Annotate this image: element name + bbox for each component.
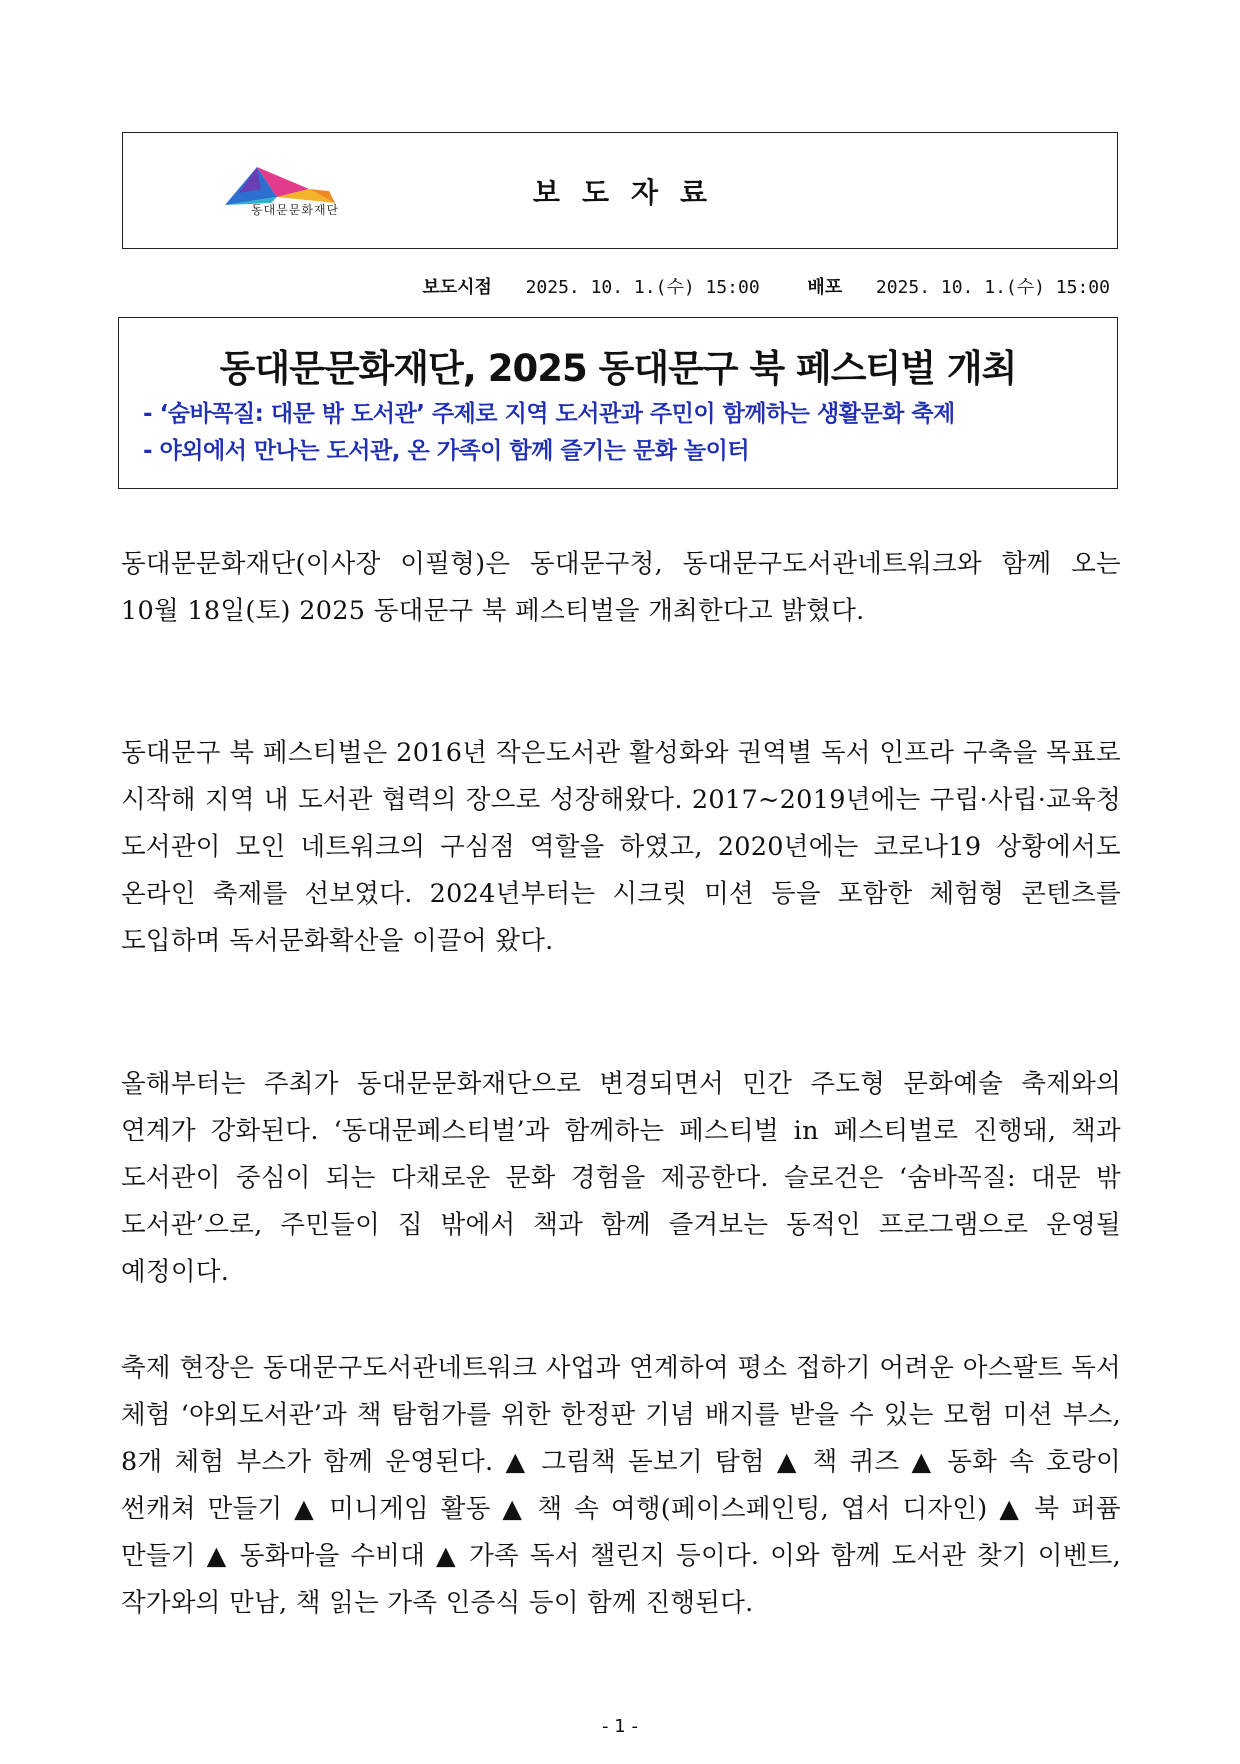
body-paragraph-4: 축제 현장은 동대문구도서관네트워크 사업과 연계하여 평소 접하기 어려운 아스팔트 독서 체험 ‘야외도서관’과 책 탐험가를 위한 한정판 기념 배지를 받을 수 있는 모험 미션 부스, 8개 체험 부스가 함께 운영된다. ▲ 그림책 돋보기 탐험 ▲ 책 퀴즈 ▲ 동화 속 호랑이 썬캐쳐 만들기 ▲ 미니게임 활동 ▲ 책 속 여행(페이스페인팅, 엽서 디자인) ▲ 북 퍼퓸 만들기 ▲ 동화마을 수비대 ▲ 가족 독서 챌린지 등이다. 이와 함께 도서관 찾기 이벤트, 작가와의 만남, 책 읽는 가족 인증식 등이 함께 진행된다. (121, 1353, 1121, 1618)
release-time-value: 2025. 10. 1.(수) 15:00 (525, 277, 760, 298)
distribution-label: 배포 (807, 277, 843, 298)
release-time-label: 보도시점 (422, 277, 492, 298)
release-meta (422, 273, 1110, 299)
headline-title: 동대문문화재단, 2025 동대문구 북 페스티벌 개최 (219, 347, 1017, 390)
headline-box (118, 317, 1118, 489)
headline-subtitle-1: - ‘숨바꼭질: 대문 밖 도서관’ 주제로 지역 도서관과 주민이 함께하는 생활문화 축제 (143, 401, 955, 427)
document-type: 보도자료 (532, 176, 730, 209)
body-paragraph-2: 동대문구 북 페스티벌은 2016년 작은도서관 활성화와 권역별 독서 인프라 구축을 목표로 시작해 지역 내 도서관 협력의 장으로 성장해왔다. 2017~2019년에는 구립·사립·교육청 도서관이 모인 네트워크의 구심점 역할을 하였고, 2020년에는 코로나19 상황에서도 온라인 축제를 선보였다. 2024년부터는 시크릿 미션 등을 포함한 체험형 콘텐츠를 도입하며 독서문화확산을 이끌어 왔다. (121, 738, 1121, 956)
logo-text: 동대문문화재단 (251, 203, 340, 217)
body-paragraph-3: 올해부터는 주최가 동대문문화재단으로 변경되면서 민간 주도형 문화예술 축제와의 연계가 강화된다. ‘동대문페스티벌’과 함께하는 페스티벌 in 페스티벌로 진행돼, 책과 도서관이 중심이 되는 다채로운 문화 경험을 제공한다. 슬로건은 ‘숨바꼭질: 대문 밖 도서관’으로, 주민들이 집 밖에서 책과 함께 즐겨보는 동적인 프로그램으로 운영될 예정이다. (121, 1069, 1121, 1287)
page-number: - 1 - (602, 1716, 638, 1737)
distribution-value: 2025. 10. 1.(수) 15:00 (875, 277, 1110, 298)
body-paragraph-1: 동대문문화재단(이사장 이필형)은 동대문구청, 동대문구도서관네트워크와 함께 오는 10월 18일(토) 2025 동대문구 북 페스티벌을 개최한다고 밝혔다. (121, 549, 1121, 626)
press-release-header (122, 132, 1118, 249)
headline-subtitle-2: - 야외에서 만나는 도서관, 온 가족이 함께 즐기는 문화 놀이터 (143, 438, 750, 464)
